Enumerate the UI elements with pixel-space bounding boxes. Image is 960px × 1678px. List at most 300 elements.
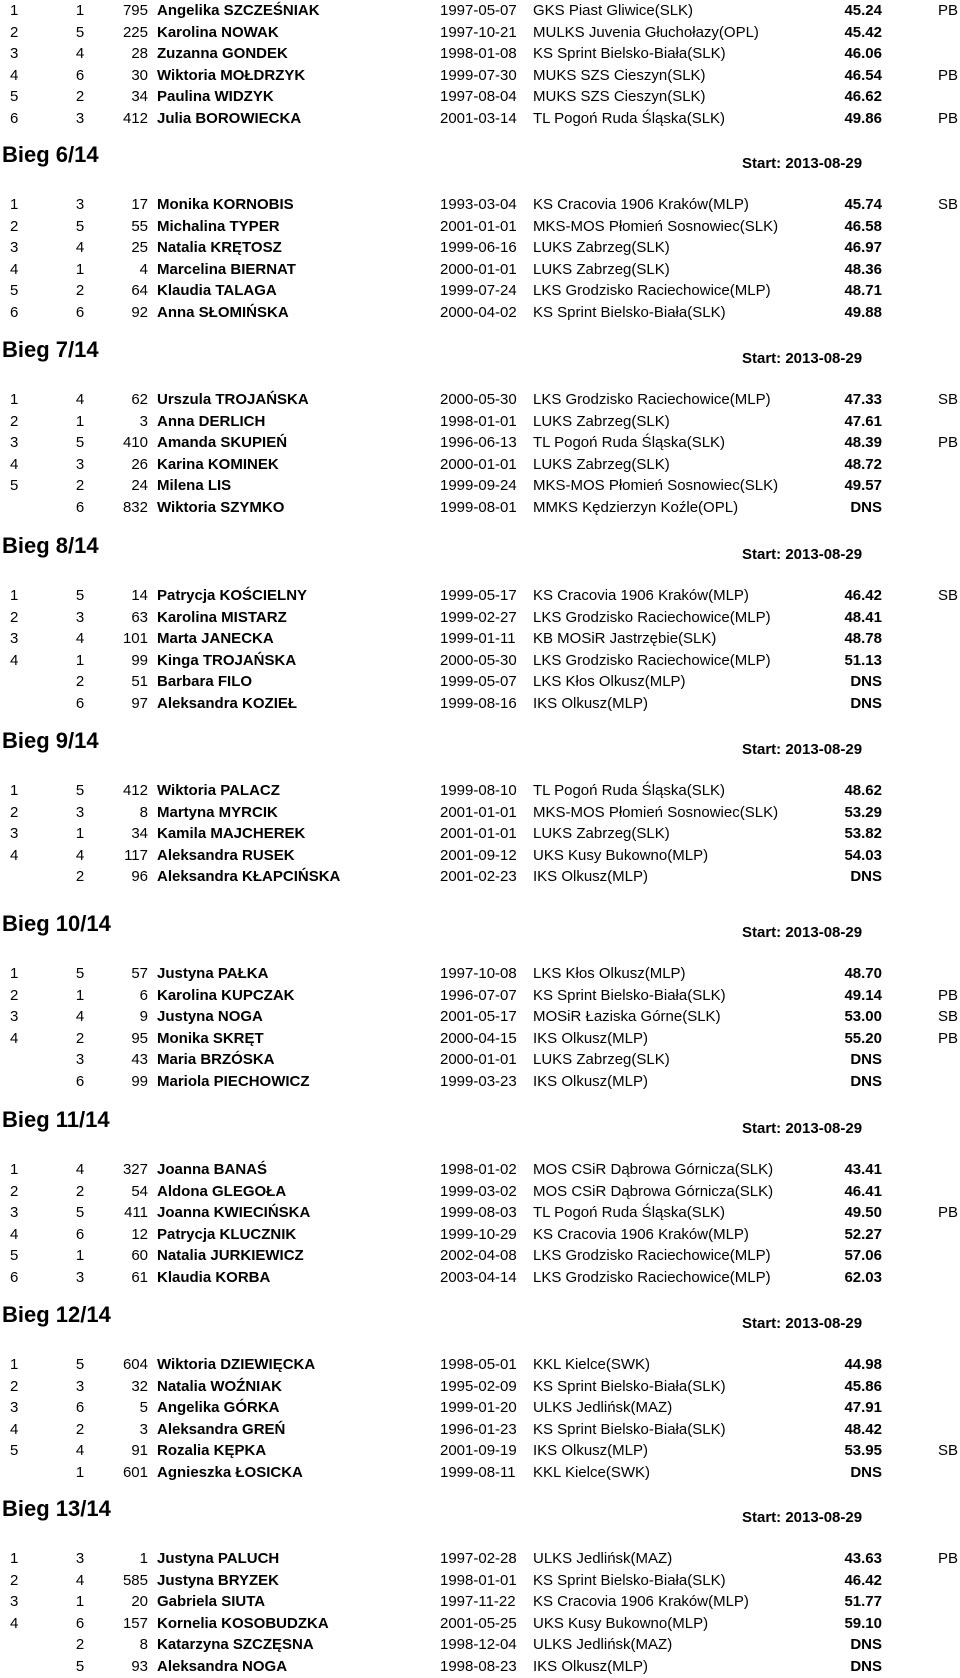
athlete-name: Michalina TYPER <box>157 217 280 235</box>
bib-cell: 14 <box>131 587 148 604</box>
result-time: DNS <box>850 673 882 691</box>
bib-cell: 225 <box>122 23 148 41</box>
result-row <box>0 43 960 65</box>
club-name: LKS Grodzisko Raciechowice(MLP) <box>533 651 771 669</box>
athlete-name: Agnieszka ŁOSICKA <box>157 1464 303 1481</box>
result-time: 46.54 <box>844 66 882 84</box>
result-time: 52.27 <box>844 1225 882 1243</box>
result-row <box>0 1224 960 1246</box>
result-time: DNS <box>850 499 882 516</box>
lane-cell: 1 <box>75 260 85 278</box>
birth-date: 2000-04-15 <box>440 1029 517 1047</box>
result-time: 57.06 <box>844 1247 882 1265</box>
result-row <box>0 802 960 824</box>
result-row <box>0 432 960 454</box>
place-cell: 2 <box>10 1182 19 1200</box>
bib-cell: 795 <box>122 2 148 19</box>
result-row <box>0 1376 960 1398</box>
athlete-name: Marta JANECKA <box>157 630 274 648</box>
club-name: GKS Piast Gliwice(SLK) <box>533 2 694 19</box>
lane-cell: 3 <box>75 1051 85 1069</box>
birth-date: 1999-10-29 <box>440 1225 517 1243</box>
lane-cell: 6 <box>75 1614 85 1632</box>
athlete-name: Klaudia TALAGA <box>157 282 277 300</box>
result-time: 46.58 <box>844 217 882 235</box>
place-cell: 6 <box>10 304 19 321</box>
bib-cell: 43 <box>131 1051 148 1069</box>
lane-cell: 5 <box>75 1204 85 1222</box>
lane-cell: 5 <box>75 434 85 452</box>
birth-date: 1999-05-17 <box>440 587 517 604</box>
heat-title: Bieg 13/14 <box>2 1496 111 1521</box>
result-time: 43.63 <box>844 1550 882 1567</box>
athlete-name: Angelika GÓRKA <box>157 1399 280 1417</box>
birth-date: 2000-05-30 <box>440 651 517 669</box>
athlete-name: Karina KOMINEK <box>157 455 279 473</box>
athlete-name: Barbara FILO <box>157 673 253 691</box>
result-row <box>0 585 960 607</box>
bib-cell: 4 <box>139 260 148 278</box>
heat-title: Bieg 10/14 <box>2 911 111 936</box>
lane-cell: 4 <box>75 239 85 257</box>
lane-cell: 2 <box>75 868 85 886</box>
bib-cell: 64 <box>131 282 148 300</box>
athlete-name: Joanna KWIECIŃSKA <box>157 1204 311 1222</box>
place-cell: 2 <box>10 217 19 235</box>
birth-date: 2002-04-08 <box>440 1247 517 1265</box>
place-cell: 5 <box>10 1442 19 1460</box>
result-row <box>0 1202 960 1224</box>
result-time: 48.78 <box>844 630 882 648</box>
club-name: MOSiR Łaziska Górne(SLK) <box>533 1008 721 1026</box>
birth-date: 2003-04-14 <box>440 1269 517 1286</box>
place-cell: 3 <box>10 1204 19 1222</box>
birth-date: 1998-01-02 <box>440 1161 517 1178</box>
result-row <box>0 1028 960 1050</box>
lane-cell: 5 <box>75 965 85 982</box>
club-name: IKS Olkusz(MLP) <box>533 1029 649 1047</box>
bib-cell: 117 <box>124 846 148 864</box>
birth-date: 2000-01-01 <box>440 260 517 278</box>
athlete-name: Zuzanna GONDEK <box>157 45 288 63</box>
athlete-name: Wiktoria SZYMKO <box>157 499 285 516</box>
bib-cell: 412 <box>122 110 148 127</box>
club-name: MULKS Juvenia Głuchołazy(OPL) <box>533 23 759 41</box>
result-row <box>0 1591 960 1613</box>
place-cell: 5 <box>10 282 19 300</box>
lane-cell: 2 <box>75 673 85 691</box>
birth-date: 1998-01-01 <box>440 412 517 430</box>
athlete-name: Justyna PAŁKA <box>157 965 269 982</box>
bib-cell: 601 <box>122 1464 148 1481</box>
athlete-name: Justyna NOGA <box>157 1008 263 1026</box>
birth-date: 2001-05-17 <box>440 1008 517 1026</box>
lane-cell: 2 <box>75 1182 85 1200</box>
bib-cell: 327 <box>122 1161 148 1178</box>
result-row <box>0 1049 960 1071</box>
result-row <box>0 1245 960 1267</box>
birth-date: 1999-07-24 <box>440 282 517 300</box>
bib-cell: 34 <box>131 825 148 843</box>
club-name: KS Sprint Bielsko-Biała(SLK) <box>533 1571 726 1589</box>
result-row <box>0 497 960 519</box>
club-name: MKS-MOS Płomień Sosnowiec(SLK) <box>533 803 779 821</box>
result-time: 51.77 <box>844 1593 882 1611</box>
club-name: UKS Kusy Bukowno(MLP) <box>533 846 709 864</box>
lane-cell: 6 <box>75 499 85 516</box>
birth-date: 1999-01-11 <box>440 630 516 648</box>
result-row <box>0 108 960 130</box>
club-name: MUKS SZS Cieszyn(SLK) <box>533 66 706 84</box>
bib-cell: 92 <box>131 304 148 321</box>
result-time: 53.00 <box>844 1008 882 1026</box>
result-time: 45.24 <box>844 2 882 19</box>
birth-date: 2000-01-01 <box>440 1051 517 1069</box>
lane-cell: 6 <box>75 1399 85 1417</box>
result-time: 54.03 <box>844 846 882 864</box>
result-time: DNS <box>850 1051 882 1069</box>
lane-cell: 3 <box>75 455 85 473</box>
lane-cell: 2 <box>75 1636 85 1654</box>
bib-cell: 25 <box>131 239 148 257</box>
club-name: LUKS Zabrzeg(SLK) <box>533 825 670 843</box>
bib-cell: 9 <box>139 1008 148 1026</box>
result-time: 49.88 <box>844 304 882 321</box>
result-row <box>0 302 960 324</box>
record-flag: SB <box>938 1442 959 1460</box>
athlete-name: Justyna PALUCH <box>157 1550 280 1567</box>
club-name: ULKS Jedlińsk(MAZ) <box>533 1399 673 1417</box>
club-name: LKS Kłos Olkusz(MLP) <box>533 965 686 982</box>
result-time: 51.13 <box>844 651 882 669</box>
place-cell: 2 <box>10 986 19 1004</box>
result-row <box>0 650 960 672</box>
birth-date: 1996-07-07 <box>440 986 517 1004</box>
result-row <box>0 1462 960 1484</box>
result-time: 48.41 <box>844 608 882 626</box>
birth-date: 2001-01-01 <box>440 217 517 235</box>
result-row <box>0 866 960 888</box>
birth-date: 1999-08-16 <box>440 695 517 712</box>
athlete-name: Anna SŁOMIŃSKA <box>157 304 289 321</box>
record-flag: SB <box>938 391 959 408</box>
place-cell: 2 <box>10 803 19 821</box>
result-row <box>0 1397 960 1419</box>
place-cell: 2 <box>10 412 19 430</box>
lane-cell: 1 <box>75 1464 85 1481</box>
lane-cell: 5 <box>75 23 85 41</box>
athlete-name: Wiktoria MOŁDRZYK <box>157 66 306 84</box>
lane-cell: 1 <box>75 986 85 1004</box>
result-row <box>0 194 960 216</box>
club-name: KS Cracovia 1906 Kraków(MLP) <box>533 196 749 213</box>
club-name: MMKS Kędzierzyn Koźle(OPL) <box>533 499 739 516</box>
result-row <box>0 963 960 985</box>
result-time: 53.82 <box>844 825 882 843</box>
result-time: 49.50 <box>844 1204 882 1222</box>
birth-date: 2000-04-02 <box>440 304 517 321</box>
birth-date: 1999-08-10 <box>440 782 517 799</box>
athlete-name: Justyna BRYZEK <box>157 1571 279 1589</box>
result-time: 45.86 <box>844 1377 882 1395</box>
athlete-name: Aleksandra NOGA <box>157 1658 288 1675</box>
place-cell: 4 <box>10 846 19 864</box>
lane-cell: 1 <box>75 1247 85 1265</box>
athlete-name: Aleksandra KŁAPCIŃSKA <box>157 868 341 886</box>
heat-start-date: Start: 2013-08-29 <box>742 350 863 367</box>
place-cell: 3 <box>10 825 19 843</box>
birth-date: 2001-05-25 <box>440 1614 517 1632</box>
result-row <box>0 823 960 845</box>
athlete-name: Maria BRZÓSKA <box>157 1051 275 1069</box>
place-cell: 4 <box>10 1614 19 1632</box>
athlete-name: Karolina NOWAK <box>157 23 279 41</box>
athlete-name: Wiktoria DZIEWIĘCKA <box>157 1356 316 1373</box>
result-row <box>0 780 960 802</box>
bib-cell: 55 <box>131 217 148 235</box>
club-name: IKS Olkusz(MLP) <box>533 1658 649 1675</box>
bib-cell: 410 <box>122 434 148 452</box>
place-cell: 2 <box>10 1377 19 1395</box>
athlete-name: Monika KORNOBIS <box>157 196 294 213</box>
result-time: 55.20 <box>844 1029 882 1047</box>
lane-cell: 6 <box>75 1225 85 1243</box>
birth-date: 1999-02-27 <box>440 608 517 626</box>
lane-cell: 4 <box>75 630 85 648</box>
place-cell: 1 <box>10 1550 19 1567</box>
birth-date: 1998-08-23 <box>440 1658 517 1675</box>
club-name: IKS Olkusz(MLP) <box>533 1073 649 1090</box>
birth-date: 2001-03-14 <box>440 110 517 127</box>
birth-date: 1995-02-09 <box>440 1377 517 1395</box>
club-name: LUKS Zabrzeg(SLK) <box>533 239 670 257</box>
result-row <box>0 280 960 302</box>
result-row <box>0 1181 960 1203</box>
lane-cell: 1 <box>75 1593 85 1611</box>
result-row <box>0 1548 960 1570</box>
birth-date: 1996-01-23 <box>440 1420 517 1438</box>
bib-cell: 97 <box>131 695 148 712</box>
club-name: KB MOSiR Jastrzębie(SLK) <box>533 630 717 648</box>
result-row <box>0 693 960 715</box>
athlete-name: Julia BOROWIECKA <box>157 110 302 127</box>
birth-date: 1999-08-11 <box>440 1464 516 1481</box>
club-name: MKS-MOS Płomień Sosnowiec(SLK) <box>533 477 779 495</box>
heat-start-date: Start: 2013-08-29 <box>742 1509 863 1526</box>
record-flag: PB <box>938 2 959 19</box>
birth-date: 1999-09-24 <box>440 477 517 495</box>
bib-cell: 30 <box>131 66 148 84</box>
lane-cell: 1 <box>75 825 85 843</box>
athlete-name: Klaudia KORBA <box>157 1269 271 1286</box>
result-time: 43.41 <box>844 1161 882 1178</box>
lane-cell: 1 <box>75 2 85 19</box>
result-time: 48.36 <box>844 260 882 278</box>
place-cell: 2 <box>10 1571 19 1589</box>
result-time: 48.72 <box>844 455 882 473</box>
athlete-name: Mariola PIECHOWICZ <box>157 1073 310 1090</box>
bib-cell: 24 <box>131 477 148 495</box>
result-time: 46.42 <box>844 587 882 604</box>
result-time: 47.61 <box>844 412 882 430</box>
result-time: 49.14 <box>844 986 882 1004</box>
athlete-name: Aleksandra GREŃ <box>157 1420 286 1438</box>
place-cell: 1 <box>10 965 19 982</box>
bib-cell: 96 <box>131 868 148 886</box>
lane-cell: 4 <box>75 1161 85 1178</box>
place-cell: 4 <box>10 66 19 84</box>
record-flag: PB <box>938 1550 959 1567</box>
club-name: LKS Grodzisko Raciechowice(MLP) <box>533 282 771 300</box>
heat-start-date: Start: 2013-08-29 <box>742 741 863 758</box>
result-row <box>0 845 960 867</box>
place-cell: 3 <box>10 1008 19 1026</box>
place-cell: 3 <box>10 45 19 63</box>
club-name: TL Pogoń Ruda Śląska(SLK) <box>533 434 726 452</box>
club-name: MUKS SZS Cieszyn(SLK) <box>533 88 706 106</box>
lane-cell: 6 <box>75 695 85 712</box>
athlete-name: Katarzyna SZCZĘSNA <box>157 1636 314 1654</box>
record-flag: PB <box>938 434 959 452</box>
place-cell: 3 <box>10 1399 19 1417</box>
athlete-name: Patrycja KLUCZNIK <box>157 1225 297 1243</box>
place-cell: 2 <box>10 23 19 41</box>
lane-cell: 3 <box>75 1269 85 1286</box>
result-row <box>0 22 960 44</box>
place-cell: 5 <box>10 88 19 106</box>
result-row <box>0 65 960 87</box>
lane-cell: 3 <box>75 1377 85 1395</box>
record-flag: PB <box>938 986 959 1004</box>
birth-date: 2001-01-01 <box>440 825 517 843</box>
record-flag: SB <box>938 587 959 604</box>
lane-cell: 2 <box>75 88 85 106</box>
heat-start-date: Start: 2013-08-29 <box>742 155 863 172</box>
bib-cell: 8 <box>139 803 148 821</box>
bib-cell: 28 <box>131 45 148 63</box>
club-name: TL Pogoń Ruda Śląska(SLK) <box>533 782 726 799</box>
place-cell: 1 <box>10 391 19 408</box>
club-name: LUKS Zabrzeg(SLK) <box>533 412 670 430</box>
result-time: 46.62 <box>844 88 882 106</box>
result-time: 48.70 <box>844 965 882 982</box>
place-cell: 3 <box>10 1593 19 1611</box>
result-row <box>0 216 960 238</box>
birth-date: 1997-10-08 <box>440 965 517 982</box>
club-name: TL Pogoń Ruda Śląska(SLK) <box>533 110 726 127</box>
result-row <box>0 475 960 497</box>
record-flag: PB <box>938 110 959 127</box>
bib-cell: 63 <box>131 608 148 626</box>
lane-cell: 5 <box>75 1356 85 1373</box>
result-time: DNS <box>850 868 882 886</box>
bib-cell: 832 <box>122 499 148 516</box>
result-time: 59.10 <box>844 1614 882 1632</box>
athlete-name: Wiktoria PALACZ <box>157 782 280 799</box>
result-time: 48.42 <box>844 1420 882 1438</box>
result-row <box>0 1634 960 1656</box>
athlete-name: Kamila MAJCHEREK <box>157 825 306 843</box>
bib-cell: 62 <box>131 391 148 408</box>
bib-cell: 57 <box>131 965 148 982</box>
club-name: IKS Olkusz(MLP) <box>533 1442 649 1460</box>
birth-date: 1993-03-04 <box>440 196 517 213</box>
result-row <box>0 1440 960 1462</box>
birth-date: 1997-10-21 <box>440 23 517 41</box>
athlete-name: Gabriela SIUTA <box>157 1593 266 1611</box>
result-time: 49.86 <box>844 110 882 127</box>
athlete-name: Aleksandra KOZIEŁ <box>157 695 298 712</box>
result-time: 46.06 <box>844 45 882 63</box>
place-cell: 1 <box>10 1356 19 1373</box>
heat-title: Bieg 11/14 <box>2 1107 110 1132</box>
result-time: 48.62 <box>844 782 882 799</box>
birth-date: 1999-06-16 <box>440 239 517 257</box>
athlete-name: Patrycja KOŚCIELNY <box>157 587 308 604</box>
athlete-name: Aleksandra RUSEK <box>157 846 295 864</box>
bib-cell: 61 <box>131 1269 148 1286</box>
lane-cell: 2 <box>75 282 85 300</box>
bib-cell: 51 <box>131 673 148 691</box>
result-row <box>0 1006 960 1028</box>
club-name: LUKS Zabrzeg(SLK) <box>533 455 670 473</box>
bib-cell: 32 <box>131 1377 148 1395</box>
birth-date: 2001-01-01 <box>440 803 517 821</box>
club-name: MKS-MOS Płomień Sosnowiec(SLK) <box>533 217 779 235</box>
birth-date: 2000-05-30 <box>440 391 517 408</box>
athlete-name: Aldona GLEGOŁA <box>157 1182 287 1200</box>
club-name: LUKS Zabrzeg(SLK) <box>533 260 670 278</box>
club-name: ULKS Jedlińsk(MAZ) <box>533 1636 673 1654</box>
athlete-name: Karolina MISTARZ <box>157 608 287 626</box>
athlete-name: Paulina WIDZYK <box>157 88 274 106</box>
result-time: DNS <box>850 1464 882 1481</box>
athlete-name: Monika SKRĘT <box>157 1029 264 1047</box>
birth-date: 1997-02-28 <box>440 1550 517 1567</box>
result-row <box>0 389 960 411</box>
birth-date: 1998-01-08 <box>440 45 517 63</box>
result-time: DNS <box>850 695 882 712</box>
result-row <box>0 454 960 476</box>
bib-cell: 12 <box>131 1225 148 1243</box>
birth-date: 1999-03-02 <box>440 1182 517 1200</box>
result-row <box>0 671 960 693</box>
bib-cell: 91 <box>131 1442 148 1460</box>
lane-cell: 6 <box>75 304 85 321</box>
place-cell: 4 <box>10 455 19 473</box>
place-cell: 1 <box>10 587 19 604</box>
lane-cell: 2 <box>75 477 85 495</box>
result-time: DNS <box>850 1073 882 1090</box>
club-name: KS Sprint Bielsko-Biała(SLK) <box>533 1377 726 1395</box>
club-name: MOS CSiR Dąbrowa Górnicza(SLK) <box>533 1161 774 1178</box>
bib-cell: 411 <box>124 1204 148 1222</box>
place-cell: 3 <box>10 239 19 257</box>
lane-cell: 3 <box>75 803 85 821</box>
result-row <box>0 237 960 259</box>
birth-date: 1998-01-01 <box>440 1571 517 1589</box>
result-time: 47.33 <box>844 391 882 408</box>
club-name: TL Pogoń Ruda Śląska(SLK) <box>533 1204 726 1222</box>
birth-date: 1999-08-03 <box>440 1204 517 1222</box>
club-name: LKS Grodzisko Raciechowice(MLP) <box>533 1247 771 1265</box>
lane-cell: 3 <box>75 1550 85 1567</box>
result-time: DNS <box>850 1658 882 1675</box>
result-time: 44.98 <box>844 1356 882 1373</box>
lane-cell: 4 <box>75 391 85 408</box>
result-row <box>0 607 960 629</box>
bib-cell: 585 <box>122 1571 148 1589</box>
